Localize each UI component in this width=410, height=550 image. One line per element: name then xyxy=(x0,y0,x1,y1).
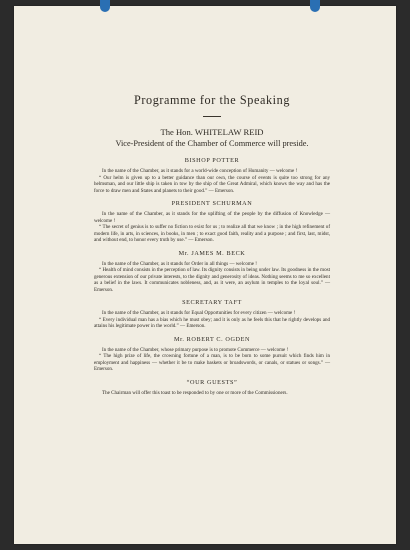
speaker-heading: BISHOP POTTER xyxy=(184,157,240,164)
section-schurman xyxy=(94,200,330,244)
section-our-guests xyxy=(94,379,330,397)
welcome-text: In the name of the Chamber, as it stands for Order in all things — welcome ! xyxy=(102,260,257,267)
welcome-text: In the name of the Chamber, as it stands for a world-wide conception of Humanity — welcome ! xyxy=(102,168,298,174)
speaker-heading: “OUR GUESTS” xyxy=(186,378,238,386)
section-beck xyxy=(94,250,330,294)
binder-tab-left xyxy=(100,0,110,12)
section-taft xyxy=(94,299,330,330)
quote-text: “ The high prize of life, the crowning fortune of a man, is to be born to some pursuit which finds him in employment and happiness — whether it be to make baskets or broadswords, or canals, or statues or songs.” — Emerson. xyxy=(94,353,330,372)
title-divider xyxy=(203,116,221,117)
quote-text: “ The secret of genius is to suffer no fiction to exist for us ; to realize all that we know ; in the high refinement of modern life, in arts, in sciences, in books, in men ; to exact good faith, reality and a purpose ; and first, last, midst, and without end, to honor every truth by use.” — Emerson. xyxy=(94,224,330,243)
quote-text: “ Every individual man has a bias which he must obey; and it is only as he feels this that he rightly develops and attains his legitimate power in the world.” — Emerson. xyxy=(94,316,330,329)
quote-text: “ Our helm is given up to a better guidance than our own, the course of events is quite too strong for any helmsman, and our little ship is taken in tow by the ship of the Great Admiral, which knows the way and has the force to draw men and States and planets to their good.” — Emerson. xyxy=(94,174,330,194)
section-ogden xyxy=(94,336,330,373)
programme-content xyxy=(94,92,330,396)
binder-tab-right xyxy=(310,0,320,12)
speaker-heading: SECRETARY TAFT xyxy=(182,299,242,306)
toast-text: The Chairman will offer this toast to be responded to by one or more of the Commissioners. xyxy=(102,389,288,396)
welcome-text: In the name of the Chamber, as it stands for Equal Opportunities for every citizen — welcome ! xyxy=(102,310,296,316)
host-role: Vice-President of the Chamber of Commerce will preside. xyxy=(115,139,309,148)
host-name: The Hon. WHITELAW REID xyxy=(160,127,264,137)
programme-page xyxy=(14,6,396,544)
section-potter xyxy=(94,157,330,194)
speaker-heading: Mr. ROBERT C. OGDEN xyxy=(173,335,251,343)
welcome-text: In the name of the Chamber, as it stands for the uplifting of the people by the diffusion of Knowledge — welcome ! xyxy=(94,211,330,224)
speaker-heading: Mr. JAMES M. BECK xyxy=(178,249,246,257)
speaker-heading: PRESIDENT SCHURMAN xyxy=(171,200,253,207)
page-title: Programme for the Speaking xyxy=(133,93,291,107)
quote-text: “ Health of mind consists in the perception of law. Its dignity consists in being under law. Its goodness in the most generous extension of our private interests, to the dignity and generosity of ideas. Nothing seems to me so excellent as a belief in the laws. It communicates nobleness, and, as it were, an asylum in temples to the loyal soul.” — Emerson. xyxy=(94,267,330,293)
welcome-text: In the name of the Chamber, whose primary purpose is to promote Commerce — welcome ! xyxy=(102,346,289,353)
